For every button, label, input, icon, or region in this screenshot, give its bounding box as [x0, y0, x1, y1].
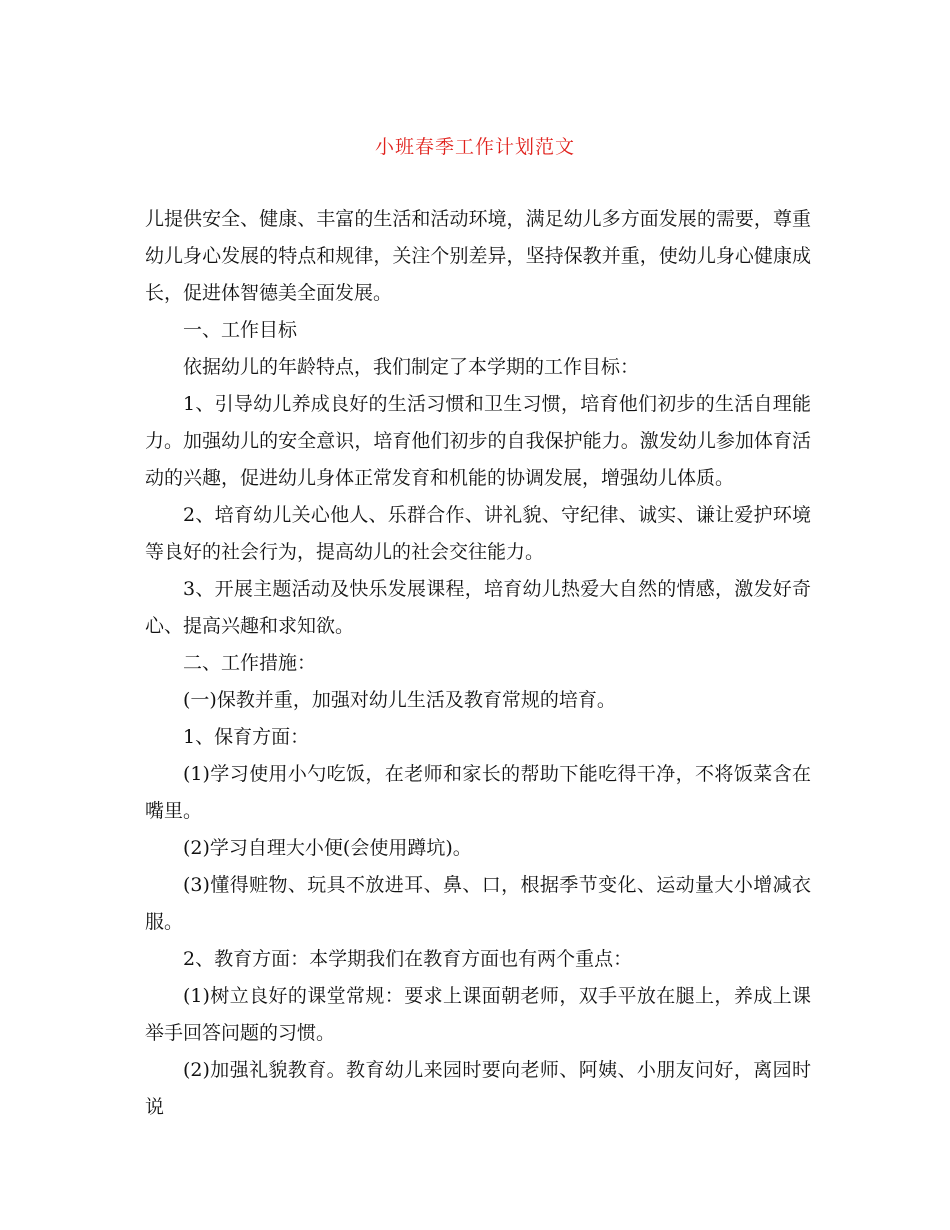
document-body: [145, 201, 811, 1126]
section-heading-goals: 一、工作目标: [183, 319, 298, 341]
list-item: (1)学习使用小勺吃饭，在老师和家长的帮助下能吃得干净，不将饭菜含在嘴里。: [145, 763, 811, 822]
subsection-heading: 2、教育方面：本学期我们在教育方面也有两个重点：: [183, 948, 633, 970]
subsection-heading: (一)保教并重，加强对幼儿生活及教育常规的培育。: [183, 689, 616, 711]
list-item: 3、开展主题活动及快乐发展课程，培育幼儿热爱大自然的情感，激发好奇心、提高兴趣和求知欲。: [145, 578, 811, 637]
paragraph: 依据幼儿的年龄特点，我们制定了本学期的工作目标：: [183, 356, 640, 378]
list-item: 2、培育幼儿关心他人、乐群合作、讲礼貌、守纪律、诚实、谦让爱护环境等良好的社会行为，提高幼儿的社会交往能力。: [145, 504, 811, 563]
list-item: (2)加强礼貌教育。教育幼儿来园时要向老师、阿姨、小朋友问好，离园时说: [145, 1059, 811, 1118]
document-title: 小班春季工作计划范文: [374, 136, 575, 158]
list-item: (3)懂得赃物、玩具不放进耳、鼻、口，根据季节变化、运动量大小增减衣服。: [145, 874, 811, 933]
subsection-heading: 1、保育方面：: [183, 726, 310, 748]
list-item: (2)学习自理大小便(会使用蹲坑)。: [183, 837, 472, 859]
list-item: 1、引导幼儿养成良好的生活习惯和卫生习惯，培育他们初步的生活自理能力。加强幼儿的安全意识，培育他们初步的自我保护能力。激发幼儿参加体育活动的兴趣，促进幼儿身体正常发育和机能的协调发展，增强幼儿体质。: [145, 393, 811, 489]
section-heading-measures: 二、工作措施：: [183, 652, 317, 674]
list-item: (1)树立良好的课堂常规：要求上课面朝老师，双手平放在腿上，养成上课举手回答问题的习惯。: [145, 985, 811, 1044]
paragraph: 儿提供安全、健康、丰富的生活和活动环境，满足幼儿多方面发展的需要，尊重幼儿身心发展的特点和规律，关注个别差异，坚持保教并重，使幼儿身心健康成长，促进体智德美全面发展。: [145, 208, 811, 304]
